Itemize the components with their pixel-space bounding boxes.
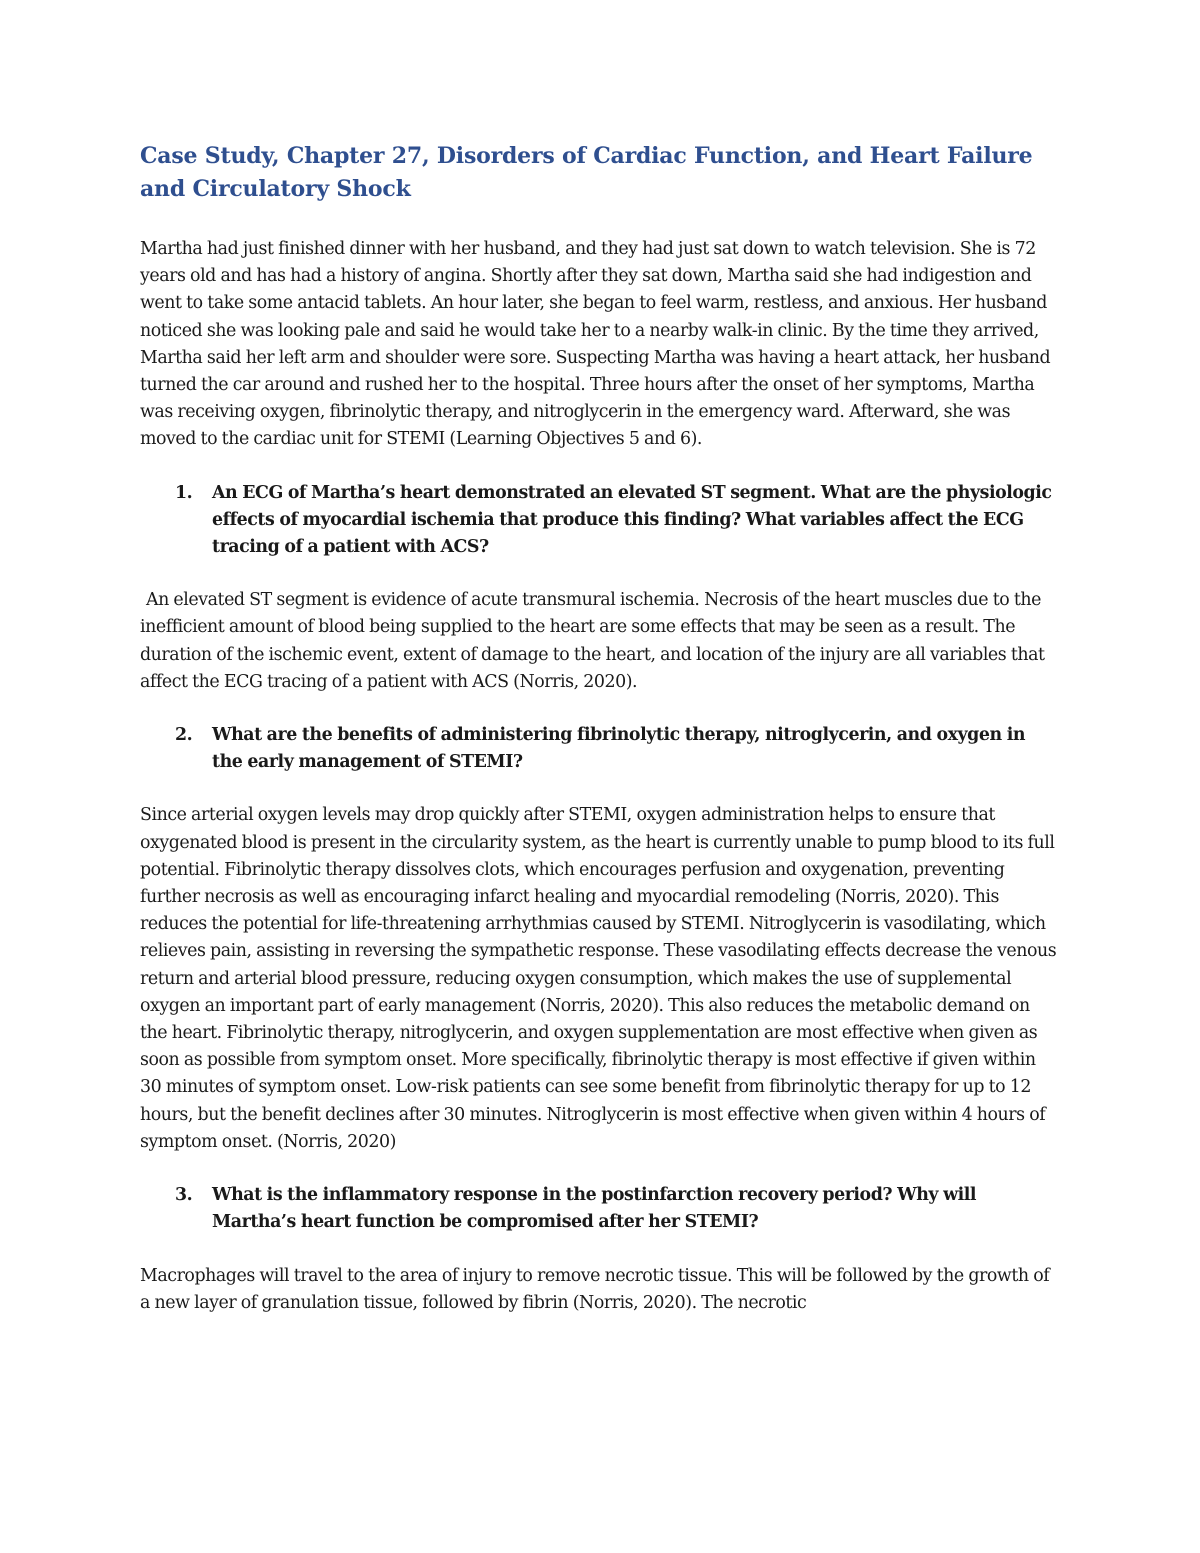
question-list-3 (140, 1182, 1060, 1236)
question-1 (140, 480, 1060, 562)
document-body (140, 140, 1060, 1317)
intro-paragraph: Martha had just finished dinner with her husband, and they had just sat down to watch television. She is 72 years old and has had a history of angina. Shortly after they sat down, Martha said she had indigestion and went to take some antacid tablets. An hour later, she began to feel warm, restless, and anxious. Her husband noticed she was looking pale and said he would take her to a nearby walk-in clinic. By the time they arrived, Martha said her left arm and shoulder were sore. Suspecting Martha was having a heart attack, her husband turned the car around and rushed her to the hospital. Three hours after the onset of her symptoms, Martha was receiving oxygen, fibrinolytic therapy, and nitroglycerin in the emergency ward. Afterward, she was moved to the cardiac unit for STEMI (Learning Objectives 5 and 6). (140, 239, 1051, 450)
question-2 (140, 722, 1060, 776)
question-3-text: What is the inflammatory response in the postinfarction recovery period? Why will Martha’s heart function be compromised after her STEMI? (212, 1185, 977, 1233)
question-3 (140, 1182, 1060, 1236)
question-1-number: 1. (175, 482, 193, 503)
question-2-text: What are the benefits of administering fibrinolytic therapy, nitroglycerin, and oxygen in the early management of STEMI? (212, 725, 1026, 773)
answer-3-paragraph: Macrophages will travel to the area of injury to remove necrotic tissue. This will be followed by the growth of a new layer of granulation tissue, followed by fibrin (Norris, 2020). The necrotic (140, 1265, 1050, 1313)
question-1-text: An ECG of Martha’s heart demonstrated an elevated ST segment. What are the physiologic effects of myocardial ischemia that produce this finding? What variables affect the ECG tracing of a patient with ACS? (212, 482, 1052, 558)
document-title: Case Study, Chapter 27, Disorders of Cardiac Function, and Heart Failure and Circulatory Shock (140, 143, 1033, 202)
question-2-number: 2. (175, 725, 193, 746)
question-3-number: 3. (175, 1185, 193, 1206)
answer-2-paragraph: Since arterial oxygen levels may drop quickly after STEMI, oxygen administration helps to ensure that oxygenated blood is present in the circularity system, as the heart is currently unable to pump blood to its full potential. Fibrinolytic therapy dissolves clots, which encourages perfusion and oxygenation, preventing further necrosis as well as encouraging infarct healing and myocardial remodeling (Norris, 2020). This reduces the potential for life-threatening arrhythmias caused by STEMI. Nitroglycerin is vasodilating, which relieves pain, assisting in reversing the sympathetic response. These vasodilating effects decrease the venous return and arterial blood pressure, reducing oxygen consumption, which makes the use of supplemental oxygen an important part of early management (Norris, 2020). This also reduces the metabolic demand on the heart. Fibrinolytic therapy, nitroglycerin, and oxygen supplementation are most effective when given as soon as possible from symptom onset. More specifically, fibrinolytic therapy is most effective if given within 30 minutes of symptom onset. Low-risk patients can see some benefit from fibrinolytic therapy for up to 12 hours, but the benefit declines after 30 minutes. Nitroglycerin is most effective when given within 4 hours of symptom onset. (Norris, 2020) (140, 805, 1057, 1152)
question-list-2 (140, 722, 1060, 776)
answer-1-paragraph: An elevated ST segment is evidence of acute transmural ischemia. Necrosis of the heart muscles due to the inefficient amount of blood being supplied to the heart are some effects that may be seen as a result. The duration of the ischemic event, extent of damage to the heart, and location of the injury are all variables that affect the ECG tracing of a patient with ACS (Norris, 2020). (140, 590, 1045, 692)
question-list-1 (140, 480, 1060, 562)
